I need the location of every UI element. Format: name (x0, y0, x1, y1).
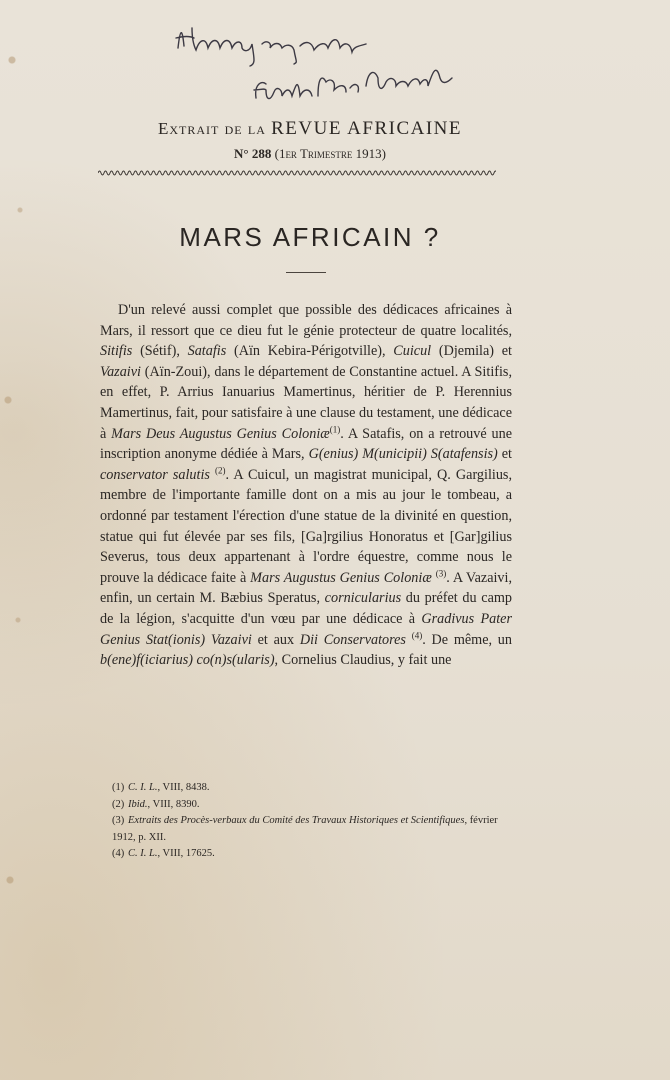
handwritten-dedication (170, 18, 490, 118)
text-run: . A Vazaivi, enfin, un certain M. Bæbius Speratus, (100, 569, 513, 607)
body-paragraph (100, 300, 512, 671)
issue-quarter: (1er Trimestre 1913) (274, 146, 386, 161)
footnote (112, 846, 517, 863)
extrait-label: Extrait de la (158, 119, 266, 138)
italic-run: Gradivus Pater Genius Stat(ionis) Vazaivi (100, 610, 512, 648)
footnotes (112, 780, 517, 863)
text-run: D'un relevé aussi complet que possible des dédicaces africaines à Mars, il ressort que ce dieu fut le génie protecteur de quatre localités, (100, 302, 512, 339)
footnote-ref: (3) (435, 567, 447, 578)
footnote-number: (1) (112, 782, 125, 793)
italic-run: Dii Conservatores (299, 631, 406, 648)
text-run: du préfet du camp de la légion, s'acquitte d'un vœu par une dédicace à (100, 590, 512, 627)
italic-run: conservator salutis (100, 466, 210, 483)
text-run: et aux (251, 631, 300, 648)
footnote-citation: C. I. L. (128, 782, 158, 793)
foxing-stains (0, 0, 40, 1080)
text-run: , Cornelius Claudius, y fait une (274, 652, 452, 669)
title-rule (286, 272, 326, 273)
italic-run: Sitifis (100, 343, 133, 360)
footnote-ref: (1) (329, 423, 341, 434)
italic-run: G(enius) M(unicipii) S(atafensis) (308, 446, 498, 463)
italic-run: Cuicul (393, 343, 432, 360)
footnote (112, 813, 517, 846)
italic-run: Mars Deus Augustus Genius Coloniæ (111, 425, 330, 442)
text-run: . A Cuicul, un magistrat municipal, Q. Gargilius, membre de l'importante famille dont on a mis au jour le tombeau, a ordonné par testament l'érection d'une statue de la divinité en question, statue qui fut élevée par ses fils, [Ga]rgilius Honoratus et [Gar]gilius Severus, tous deux appartenant à l'ordre équestre, comme nous le prouve la dédicace faite à (100, 466, 513, 586)
text-run: . A Satafis, on a retrouvé une inscription anonyme dédiée à Mars, (100, 425, 512, 463)
footnote-ref: (4) (411, 629, 423, 640)
text-run: (Djemila) et (431, 343, 512, 360)
footnote-number: (3) (112, 815, 125, 826)
wavy-divider (98, 168, 496, 178)
italic-run: Mars Augustus Genius Coloniæ (250, 569, 432, 586)
article-title: MARS AFRICAIN ? (179, 222, 441, 252)
italic-run: b(ene)f(iciarius) co(n)s(ularis) (100, 652, 275, 669)
text-run: (Aïn Kebira-Périgotville), (226, 343, 394, 360)
footnote-citation: C. I. L. (128, 848, 158, 859)
footnote-citation: Ibid. (128, 798, 148, 810)
article-body (100, 300, 512, 671)
footnote-text: , février 1912, p. XII. (112, 815, 498, 843)
footnote-text: , VIII, 17625. (157, 848, 215, 859)
journal-name: REVUE AFRICAINE (271, 118, 462, 139)
issue-number: N° 288 (234, 146, 272, 161)
italic-run: Satafis (187, 343, 227, 360)
footnote-number: (2) (112, 798, 125, 810)
text-run: (Aïn-Zoui), dans le département de Constantine actuel. A Sitifis, en effet, P. Arrius Ianuarius Mamertinus, héritier de P. Herennius Mamertinus, fait, pour satisfaire à une clause du testament, une dédicace à (100, 363, 512, 442)
issue-line (80, 146, 540, 162)
footnote-text: , VIII, 8438. (157, 782, 210, 793)
italic-run: cornicularius (324, 590, 402, 607)
footnote-ref: (2) (215, 465, 226, 476)
handwritten-signature-icon (170, 18, 490, 118)
text-run: et (497, 446, 512, 463)
footnote (112, 780, 517, 797)
footnote (112, 797, 517, 814)
footnote-number: (4) (112, 848, 125, 859)
italic-run: Vazaivi (100, 363, 141, 380)
footnote-text: , VIII, 8390. (147, 798, 200, 810)
journal-title-line (80, 118, 540, 140)
text-run: . De même, un (422, 631, 512, 648)
journal-header (80, 118, 540, 162)
text-run: (Sétif), (132, 343, 188, 360)
footnote-citation: Extraits des Procès-verbaux du Comité des Travaux Historiques et Scientifiques (128, 815, 465, 826)
